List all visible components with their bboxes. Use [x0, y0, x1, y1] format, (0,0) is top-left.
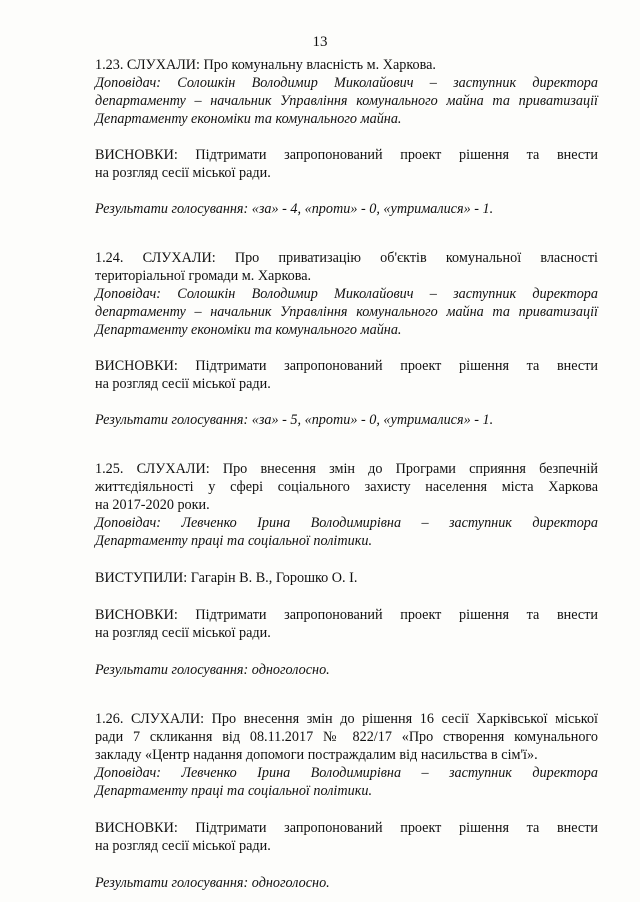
speaker-line: Доповідач: Левченко Ірина Володимирівна – заступник директора	[95, 515, 598, 531]
page-number: 13	[312, 34, 328, 50]
agenda-item-1-23	[95, 56, 598, 218]
spoke-line: ВИСТУПИЛИ: Гагарін В. В., Горошко О. І.	[95, 570, 358, 586]
conclusion-line: ВИСНОВКИ: Підтримати запропонований проект рішення та внести	[95, 820, 598, 836]
agenda-item-1-25	[95, 460, 598, 679]
speaker-line: Департаменту економіки та комунального майна.	[95, 111, 402, 127]
vote-result: Результати голосування: «за» - 4, «проти» - 0, «утрималися» - 1.	[95, 201, 494, 217]
speaker-line: Департаменту економіки та комунального майна.	[95, 322, 402, 338]
speaker-line: Доповідач: Солошкін Володимир Миколайович – заступник директора	[95, 286, 598, 302]
agenda-item-1-26	[95, 710, 598, 892]
conclusion-line: на розгляд сесії міської ради.	[95, 376, 271, 392]
heard-line: 1.25. СЛУХАЛИ: Про внесення змін до Програми сприяння безпечній	[95, 461, 598, 477]
heard-line: 1.26. СЛУХАЛИ: Про внесення змін до рішення 16 сесії Харківської міської	[95, 711, 598, 727]
heard-line: ради 7 скликання від 08.11.2017 № 822/17 «Про створення комунального	[95, 729, 598, 745]
vote-result: Результати голосування: «за» - 5, «проти» - 0, «утрималися» - 1.	[95, 412, 494, 428]
speaker-line: департаменту – начальник Управління комунального майна та приватизації	[95, 304, 598, 320]
speaker-line: Доповідач: Солошкін Володимир Миколайович – заступник директора	[95, 75, 598, 91]
heard-line: закладу «Центр надання допомоги постраждалим від насильства в сім'ї».	[95, 747, 538, 763]
vote-result: Результати голосування: одноголосно.	[95, 662, 330, 678]
heard-line: на 2017-2020 роки.	[95, 497, 210, 513]
vote-result: Результати голосування: одноголосно.	[95, 875, 330, 891]
heard-line: 1.23. СЛУХАЛИ: Про комунальну власність м. Харкова.	[95, 57, 436, 73]
speaker-line: департаменту – начальник Управління комунального майна та приватизації	[95, 93, 598, 109]
speaker-line: Доповідач: Левченко Ірина Володимирівна – заступник директора	[95, 765, 598, 781]
conclusion-line: ВИСНОВКИ: Підтримати запропонований проект рішення та внести	[95, 358, 598, 374]
conclusion-line: ВИСНОВКИ: Підтримати запропонований проект рішення та внести	[95, 607, 598, 623]
conclusion-line: на розгляд сесії міської ради.	[95, 165, 271, 181]
heard-line: 1.24. СЛУХАЛИ: Про приватизацію об'єктів комунальної власності	[95, 250, 598, 266]
conclusion-line: на розгляд сесії міської ради.	[95, 838, 271, 854]
heard-line: територіальної громади м. Харкова.	[95, 268, 312, 284]
conclusion-line: на розгляд сесії міської ради.	[95, 625, 271, 641]
speaker-line: Департаменту праці та соціальної політики.	[95, 533, 372, 549]
conclusion-line: ВИСНОВКИ: Підтримати запропонований проект рішення та внести	[95, 147, 598, 163]
heard-line: життєдіяльності у сфері соціального захисту населення міста Харкова	[95, 479, 598, 495]
document-body	[95, 56, 598, 892]
speaker-line: Департаменту праці та соціальної політики.	[95, 783, 372, 799]
agenda-item-1-24	[95, 249, 598, 429]
